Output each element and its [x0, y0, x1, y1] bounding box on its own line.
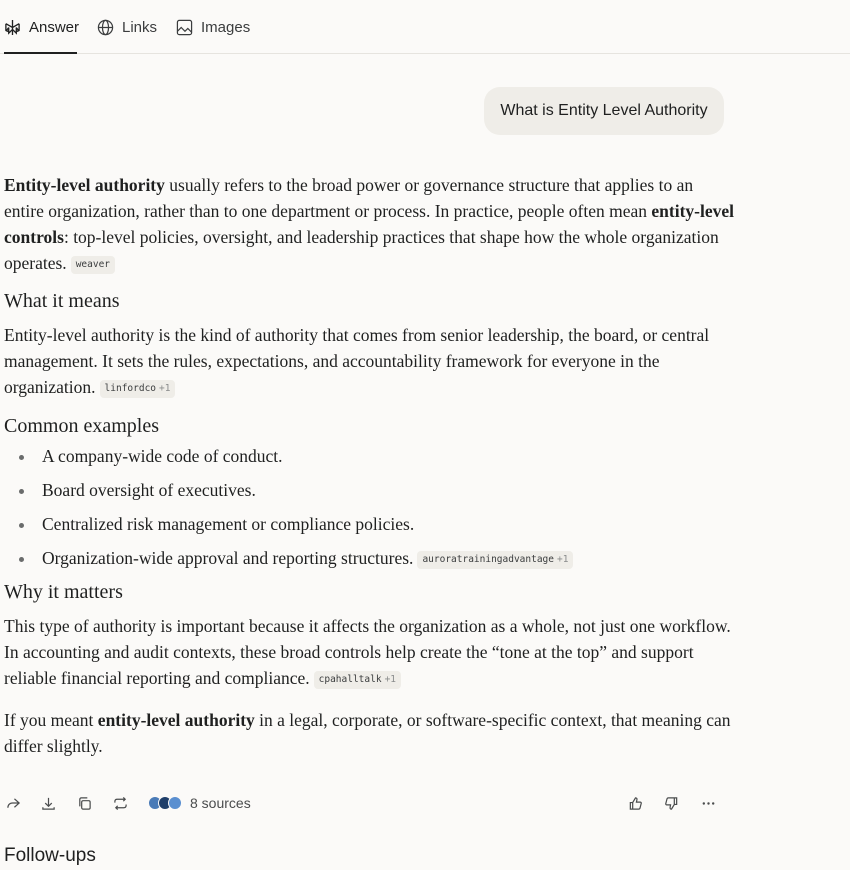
thumbs-down-button[interactable]	[660, 792, 682, 814]
download-button[interactable]	[37, 792, 59, 814]
user-query-bubble	[484, 87, 724, 135]
closing-text-2: in a legal, corporate, or software-specific context, that meaning can differ slightly.	[4, 710, 731, 756]
more-options-button[interactable]	[697, 792, 719, 814]
list-item-text: Organization-wide approval and reporting structures.	[42, 548, 414, 568]
section-heading: Why it matters	[4, 581, 123, 603]
citation-chip[interactable]	[100, 380, 176, 398]
source-favicons	[148, 796, 178, 810]
list-item	[4, 545, 734, 579]
closing-paragraph	[4, 707, 734, 759]
closing-bold: entity-level authority	[97, 710, 255, 730]
answer-body	[4, 172, 734, 759]
more-icon	[701, 796, 716, 811]
list-item	[4, 477, 734, 511]
tab-images[interactable]	[176, 0, 250, 54]
download-icon	[41, 796, 56, 811]
examples-list	[4, 443, 734, 579]
section-paragraph	[4, 322, 734, 400]
share-button[interactable]	[2, 792, 24, 814]
tab-bar	[0, 0, 850, 54]
citation-source: weaver	[75, 259, 111, 270]
share-icon	[6, 796, 21, 811]
list-item-text: Board oversight of executives.	[42, 480, 256, 500]
sources-count-label: 8 sources	[190, 795, 251, 811]
sources-button[interactable]	[148, 791, 251, 815]
user-query-text: What is Entity Level Authority	[500, 102, 708, 119]
intro-text-2: : top-level policies, oversight, and leadership practices that shape how the whole organization operates.	[4, 227, 719, 273]
globe-icon	[97, 19, 114, 36]
list-item-text: A company-wide code of conduct.	[42, 446, 283, 466]
citation-chip[interactable]	[417, 551, 573, 569]
followups-heading: Follow-ups	[4, 845, 96, 866]
rewrite-icon	[113, 796, 128, 811]
list-item	[4, 443, 734, 477]
section-text: Entity-level authority is the kind of authority that comes from senior leadership, the board, or central management. It sets the rules, expectations, and accountability framework for everyone in the organization.	[4, 325, 710, 397]
citation-more: +1	[557, 554, 569, 565]
list-item	[4, 511, 734, 545]
list-item-text: Centralized risk management or compliance policies.	[42, 514, 415, 534]
tab-images-label: Images	[201, 18, 251, 36]
tab-links-label: Links	[122, 18, 158, 36]
intro-bold-2: entity-level controls	[4, 201, 735, 247]
active-tab-indicator	[4, 52, 77, 54]
intro-text-1: usually refers to the broad power or governance structure that applies to an entire organization, rather than to one department or process. In practice, people often mean	[4, 175, 694, 221]
citation-chip[interactable]	[71, 256, 115, 274]
copy-button[interactable]	[73, 792, 95, 814]
thumbs-up-button[interactable]	[624, 792, 646, 814]
image-icon	[176, 19, 193, 36]
citation-more: +1	[384, 674, 397, 685]
thumbs-up-icon	[628, 796, 643, 811]
tab-answer[interactable]	[4, 0, 79, 54]
section-paragraph	[4, 613, 734, 691]
citation-source: linfordco	[104, 383, 157, 394]
tab-answer-label: Answer	[29, 18, 80, 36]
citation-source: auroratrainingadvantage	[422, 554, 554, 565]
source-favicon-icon	[168, 796, 182, 810]
citation-chip[interactable]	[314, 671, 401, 689]
citation-more: +1	[159, 383, 171, 394]
closing-text-1: If you meant	[4, 710, 98, 730]
copy-icon	[77, 796, 92, 811]
citation-source: cpahalltalk	[318, 674, 382, 685]
rewrite-button[interactable]	[109, 792, 131, 814]
section-text: This type of authority is important because it affects the organization as a whole, not just one workflow. In accounting and audit contexts, these broad controls help create the “tone at the top” and support reliable financial reporting and compliance.	[4, 616, 731, 688]
intro-paragraph	[4, 172, 734, 276]
intro-bold-1: Entity-level authority	[4, 175, 165, 195]
section-heading: What it means	[4, 290, 120, 312]
section-heading: Common examples	[4, 415, 159, 437]
perplexity-logo-icon	[4, 19, 21, 36]
answer-toolbar	[0, 788, 730, 818]
tab-links[interactable]	[97, 0, 157, 54]
thumbs-down-icon	[664, 796, 679, 811]
